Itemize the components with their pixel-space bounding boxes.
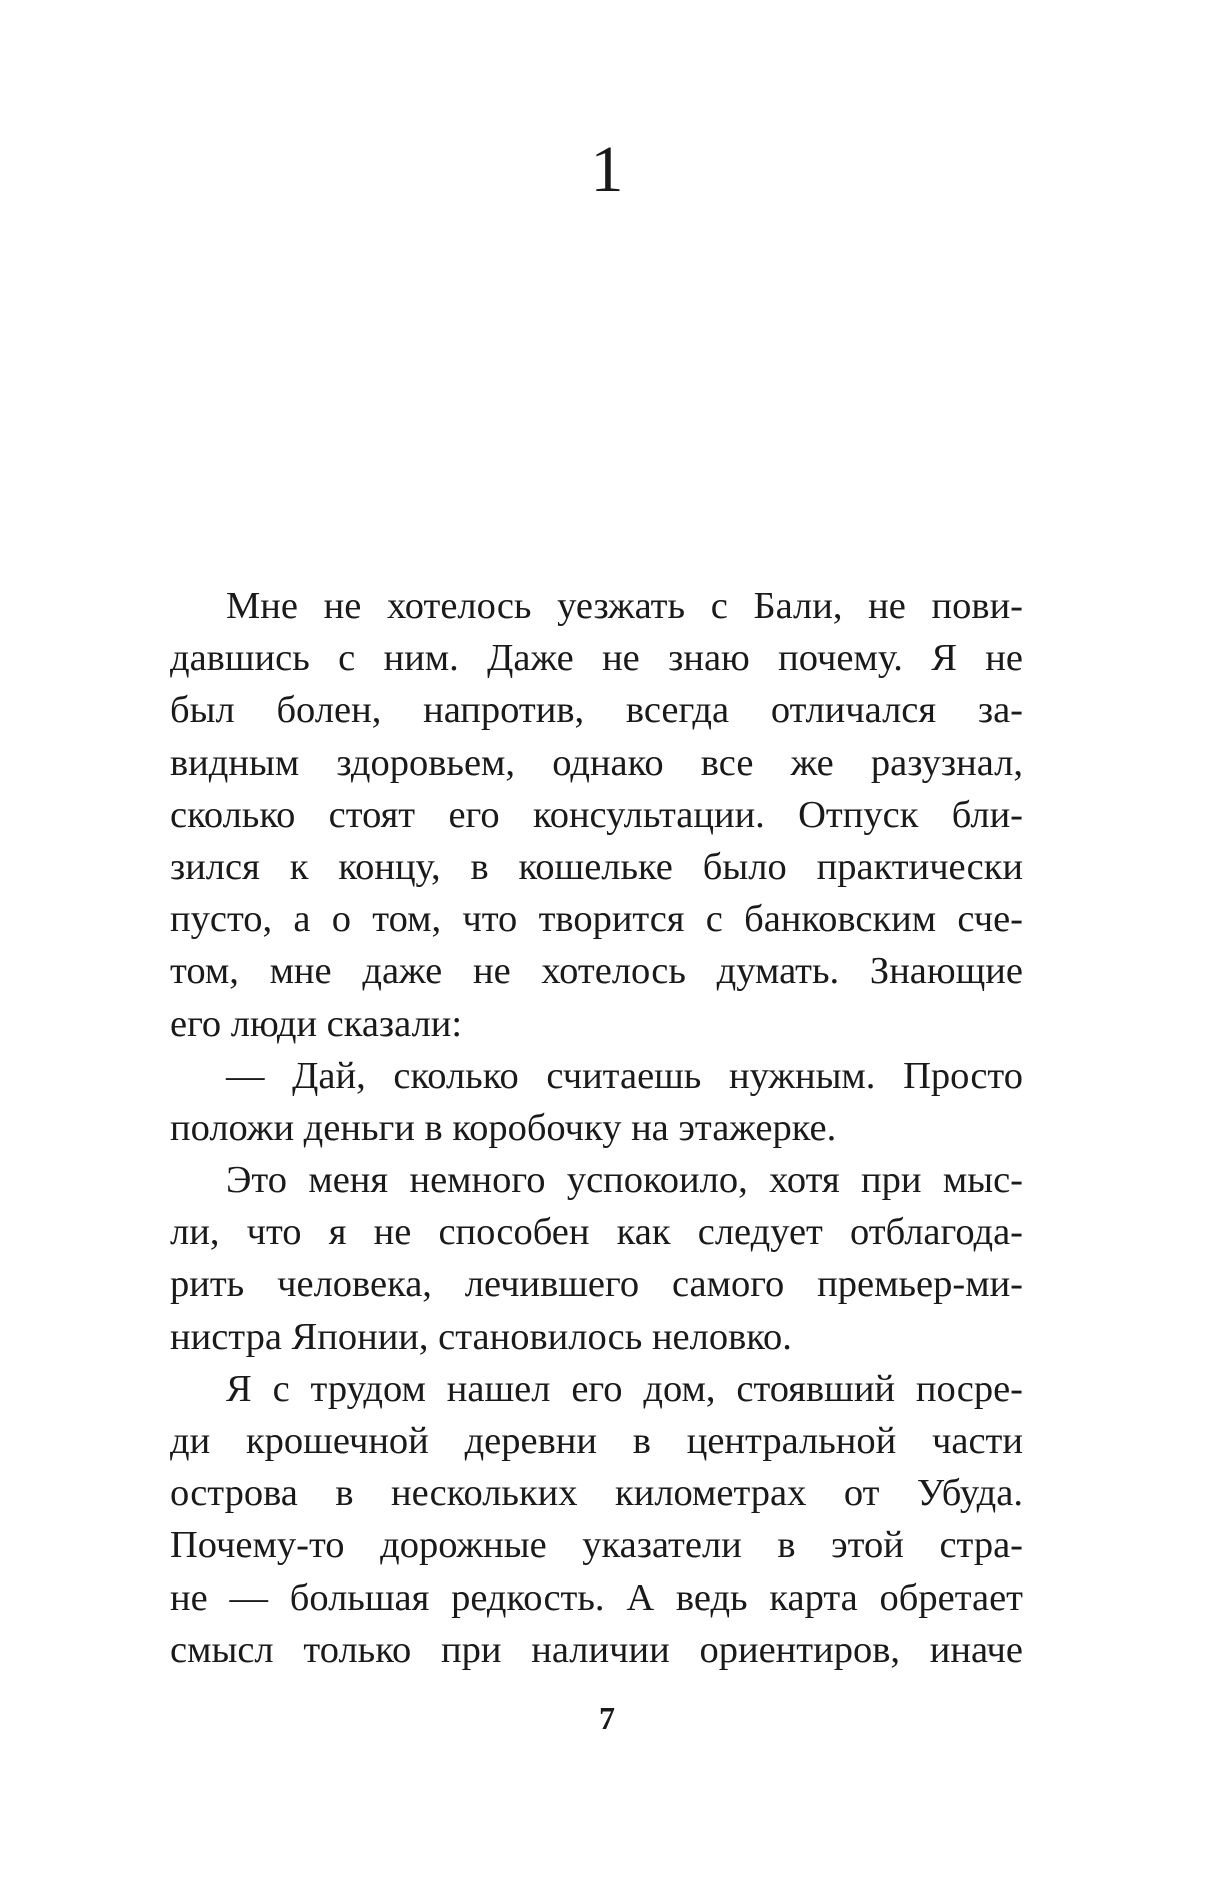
text-line: рить человека, лечившего самого премьер-ми-	[170, 1263, 1023, 1306]
text-line: том, мне даже не хотелось думать. Знающие	[170, 950, 1023, 993]
text-line: ли, что я не способен как следует отблагода-	[170, 1211, 1023, 1254]
text-line: Это меня немного успокоило, хотя при мыс-	[226, 1159, 1023, 1202]
text-line: сколько стоят его консультации. Отпуск бли-	[170, 793, 1023, 836]
text-line: Почему-то дорожные указатели в этой стра-	[170, 1524, 1023, 1567]
text-line: его люди сказали:	[170, 1002, 463, 1045]
text-line: зился к концу, в кошельке было практически	[170, 845, 1023, 888]
text-line: не — большая редкость. А ведь карта обретает	[170, 1576, 1023, 1619]
text-line: положи деньги в коробочку на этажерке.	[170, 1106, 837, 1149]
text-line: смысл только при наличии ориентиров, иначе	[170, 1628, 1023, 1671]
chapter-number: 1	[590, 133, 624, 206]
text-line: острова в нескольких километрах от Убуда.	[170, 1472, 1023, 1515]
body-text	[170, 580, 1023, 1676]
text-line: видным здоровьем, однако все же разузнал,	[170, 741, 1023, 784]
text-line: пусто, а о том, что творится с банковским сче-	[170, 898, 1023, 941]
text-line: — Дай, сколько считаешь нужным. Просто	[226, 1054, 1023, 1097]
text-line: нистра Японии, становилось неловко.	[170, 1315, 792, 1358]
page-number: 7	[599, 1700, 615, 1736]
text-line: Мне не хотелось уезжать с Бали, не пови-	[226, 585, 1023, 627]
text-line: Я с трудом нашел его дом, стоявший посре-	[226, 1367, 1023, 1410]
text-line: ди крошечной деревни в центральной части	[170, 1420, 1023, 1462]
text-line: был болен, напротив, всегда отличался за-	[170, 689, 1023, 732]
text-line: давшись с ним. Даже не знаю почему. Я не	[170, 637, 1023, 680]
